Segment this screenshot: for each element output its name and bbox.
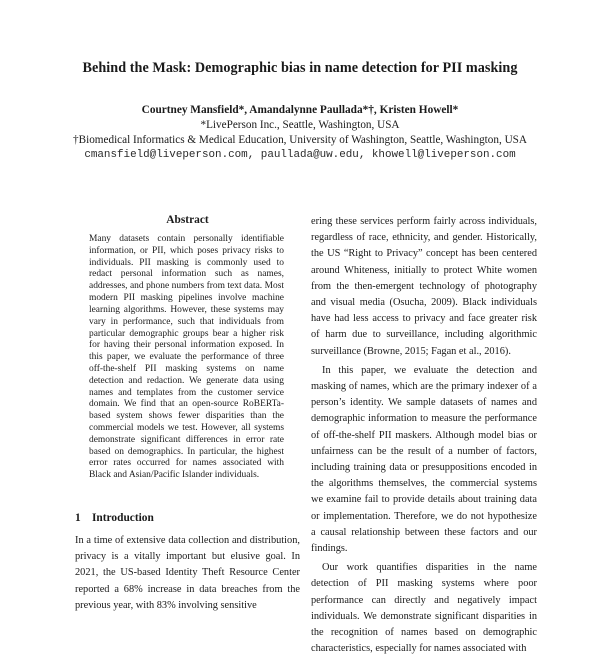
introduction-paragraph-3: Our work quantifies disparities in the name detection of PII masking systems where poor performance can directly and negatively impact individuals. We demonstrate significant disparities in the recognition of names based on demographic characteristics, especially for names associated with: [311, 562, 537, 655]
section-heading-introduction: [75, 512, 154, 524]
author-list: Courtney Mansfield*, Amandalynne Paullada*†, Kristen Howell*: [141, 104, 459, 116]
abstract-body: Many datasets contain personally identifiable information, or PII, which poses privacy risks to individuals. PII masking is commonly used to redact personal information such as names, addresses, and phone numbers from text data. Most modern PII masking pipelines involve machine learning algorithms. However, these systems may vary in performance, such that individuals from particular demographic groups bear a higher risk for having their personal information exposed. In this paper, we evaluate the performance of three off-the-shelf PII masking systems on name detection and redaction. We generate data using names and templates from the customer service domain. We find that an open-source RoBERTa-based system shows fewer disparities than the commercial models we test. However, all systems demonstrate significant differences in error rate based on demographics. In particular, the highest error rates occurred for names associated with Black and Asian/Pacific Islander individuals.: [89, 234, 284, 481]
introduction-paragraph-1-continued: ering these services perform fairly across individuals, regardless of race, ethnicity, and gender. Historically, the US “Right to Privacy” concept has been centered around Whiteness, initially to protect White women from the then-emergent technology of photography and visual media (Osucha, 2009). Black individuals have had less access to privacy and face greater risk of harm due to surveillance, including algorithmic surveillance (Browne, 2015; Fagan et al., 2016).: [311, 216, 537, 357]
introduction-paragraph-1: In a time of extensive data collection and distribution, privacy is a vitally important but elusive goal. In 2021, the US-based Identity Theft Resource Center reported a 68% increase in data breaches from the previous year, with 83% involving sensitive: [75, 535, 300, 611]
introduction-paragraph-2: In this paper, we evaluate the detection and masking of names, which are the primary indexer of a person’s identity. We sample datasets of names and demographic information to measure the performance of off-the-shelf PII maskers. Although model bias or unfairness can be the result of a number of factors, including training data or presuppositions encoded in the algorithms themselves, the commercial systems we examine fail to provide details about training data or implementation. Therefore, we do not hypothesize a causal relationship between these factors and our findings.: [311, 364, 537, 555]
right-column: [311, 214, 537, 657]
section-number: 1: [75, 512, 81, 524]
affiliation-uw: †Biomedical Informatics & Medical Education, University of Washington, Seattle, Washington, USA: [73, 134, 527, 146]
abstract-heading: Abstract: [166, 214, 209, 226]
paper-title: Behind the Mask: Demographic bias in name detection for PII masking: [82, 60, 518, 76]
affiliation-liveperson: *LivePerson Inc., Seattle, Washington, USA: [200, 119, 400, 131]
section-title: Introduction: [92, 512, 154, 524]
author-emails: cmansfield@liveperson.com, paullada@uw.edu, khowell@liveperson.com: [84, 149, 516, 161]
left-column: [75, 214, 300, 482]
